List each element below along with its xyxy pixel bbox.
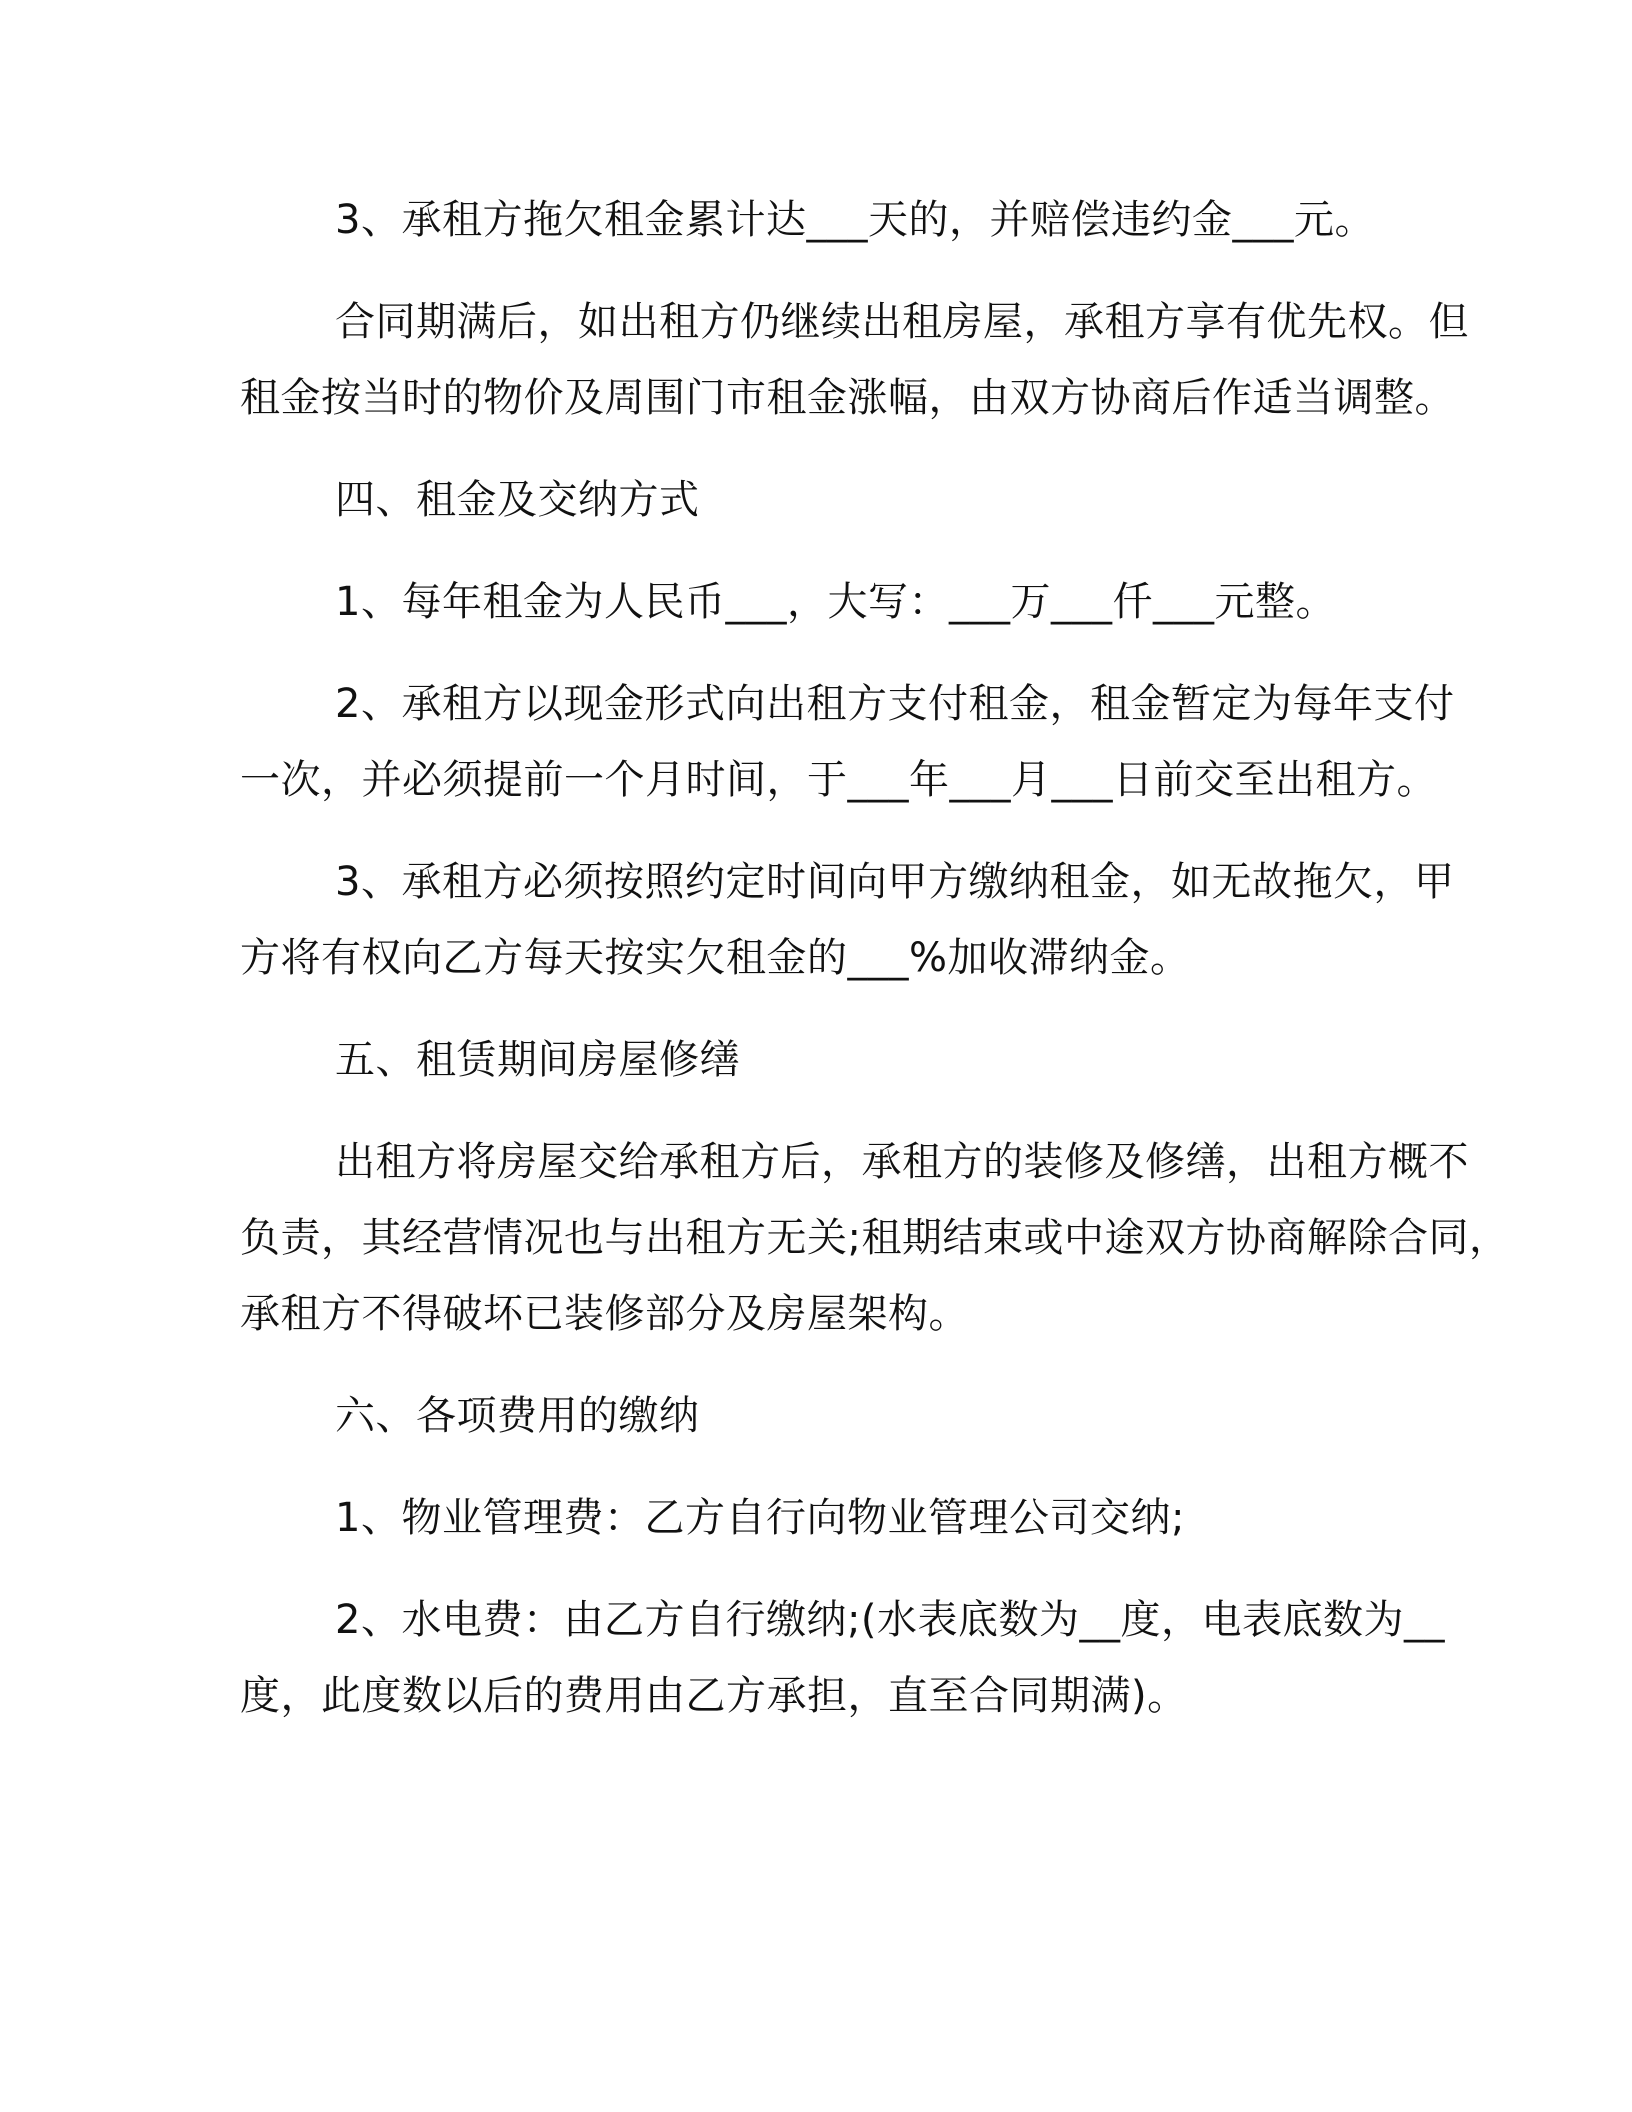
repair-paragraph-line-2: 负责，其经营情况也与出租方无关;租期结束或中途双方协商解除合同， [240, 1215, 1510, 1261]
section-6-heading: 六、各项费用的缴纳 [335, 1393, 700, 1439]
renewal-paragraph-line-1: 合同期满后，如出租方仍继续出租房屋，承租方享有优先权。但 [335, 299, 1469, 345]
clause-4-1: 1、每年租金为人民币___，大写：___万___仟___元整。 [335, 579, 1336, 625]
clause-6-2-line-1: 2、水电费：由乙方自行缴纳;(水表底数为__度，电表底数为__ [335, 1597, 1446, 1643]
section-5-heading: 五、租赁期间房屋修缮 [335, 1037, 740, 1083]
repair-paragraph-line-1: 出租方将房屋交给承租方后，承租方的装修及修缮，出租方概不 [335, 1139, 1469, 1185]
clause-4-3-line-2: 方将有权向乙方每天按实欠租金的___%加收滞纳金。 [240, 935, 1191, 981]
clause-4-2-line-1: 2、承租方以现金形式向出租方支付租金，租金暂定为每年支付 [335, 681, 1455, 727]
section-4-heading: 四、租金及交纳方式 [335, 477, 700, 523]
renewal-paragraph-line-2: 租金按当时的物价及周围门市租金涨幅，由双方协商后作适当调整。 [240, 375, 1455, 421]
clause-4-3-line-1: 3、承租方必须按照约定时间向甲方缴纳租金，如无故拖欠，甲 [335, 859, 1455, 905]
clause-6-2-line-2: 度，此度数以后的费用由乙方承担，直至合同期满)。 [240, 1673, 1188, 1719]
repair-paragraph-line-3: 承租方不得破坏已装修部分及房屋架构。 [240, 1291, 969, 1337]
clause-4-2-line-2: 一次，并必须提前一个月时间，于___年___月___日前交至出租方。 [240, 757, 1437, 803]
clause-3-penalty: 3、承租方拖欠租金累计达___天的，并赔偿违约金___元。 [335, 197, 1375, 243]
clause-6-1: 1、物业管理费：乙方自行向物业管理公司交纳; [335, 1495, 1185, 1541]
